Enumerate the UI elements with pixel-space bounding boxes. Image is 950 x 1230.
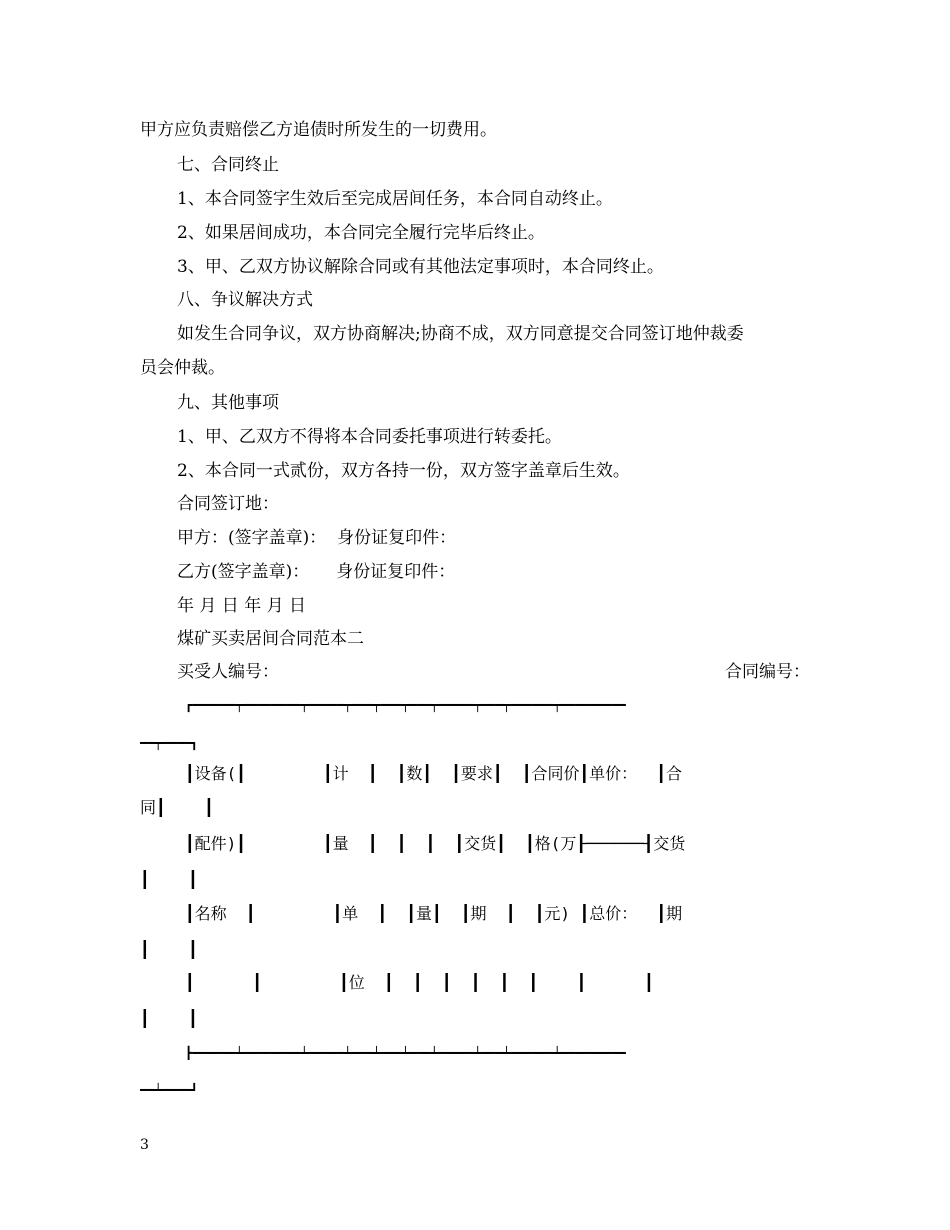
table-row-wrap: ┃ ┃ xyxy=(140,1009,198,1028)
paragraph-line: 1、甲、乙双方不得将本合同委托事项进行转委托。 xyxy=(177,427,562,447)
page-number: 3 xyxy=(140,1137,149,1153)
signing-place-label: 合同签订地： xyxy=(177,494,279,514)
section-heading: 七、合同终止 xyxy=(177,155,279,175)
document-subtitle: 煤矿买卖居间合同范本二 xyxy=(177,629,364,649)
section-heading: 九、其他事项 xyxy=(177,393,279,413)
contract-number-label: 合同编号： xyxy=(725,662,810,682)
table-row: ┃名称 ┃ ┃单 ┃ ┃量┃ ┃期 ┃ ┃元) ┃总价： ┃期 xyxy=(185,904,683,923)
party-a-signature-line: 甲方：(签字盖章)： 身份证复印件： xyxy=(177,528,457,548)
party-b-signature-line: 乙方(签字盖章)： 身份证复印件： xyxy=(177,562,456,582)
table-border-top: ┏━━━━━━┯━━━━━━━━┯━━━━━┯━━━┯━━━┯━━━┯━━━━━┯━━━┯━━━━━━┯━━━━━━━━━ xyxy=(185,698,626,712)
table-border-bottom-wrap: ━━┷━━━━┛ xyxy=(140,1083,198,1097)
paragraph-line: 员会仲裁。 xyxy=(140,358,225,378)
table-row: ┃配件)┃ ┃量 ┃ ┃ ┃ ┃交货┃ ┃格(万┠──────┨交货 xyxy=(185,834,686,853)
table-border-top-wrap: ━━┯━━━━┓ xyxy=(140,736,198,750)
table-row: ┃ ┃ ┃位 ┃ ┃ ┃ ┃ ┃ ┃ ┃ ┃ xyxy=(185,973,654,992)
section-heading: 八、争议解决方式 xyxy=(177,290,313,310)
paragraph-line: 1、本合同签字生效后至完成居间任务，本合同自动终止。 xyxy=(177,189,613,209)
paragraph-line: 2、如果居间成功，本合同完全履行完毕后终止。 xyxy=(177,223,545,243)
date-line: 年 月 日 年 月 日 xyxy=(177,596,307,616)
table-row-wrap: 同┃ ┃ xyxy=(140,798,214,817)
buyer-number-label: 买受人编号： xyxy=(177,662,279,682)
table-row-wrap: ┃ ┃ xyxy=(140,870,198,889)
paragraph-line: 如发生合同争议，双方协商解决;协商不成，双方同意提交合同签订地仲裁委 xyxy=(177,324,744,344)
table-row: ┃设备(┃ ┃计 ┃ ┃数┃ ┃要求┃ ┃合同价┃单价： ┃合 xyxy=(185,764,682,783)
paragraph-line: 3、甲、乙双方协议解除合同或有其他法定事项时，本合同终止。 xyxy=(177,257,664,277)
table-row-wrap: ┃ ┃ xyxy=(140,940,198,959)
paragraph-line: 甲方应负责赔偿乙方追债时所发生的一切费用。 xyxy=(140,120,497,140)
table-border-bottom: ┣━━━━━━┷━━━━━━━━┷━━━━━┷━━━┷━━━┷━━━┷━━━━━┷━━━┷━━━━━━┷━━━━━━━━━ xyxy=(185,1046,626,1060)
paragraph-line: 2、本合同一式贰份，双方各持一份，双方签字盖章后生效。 xyxy=(177,461,630,481)
